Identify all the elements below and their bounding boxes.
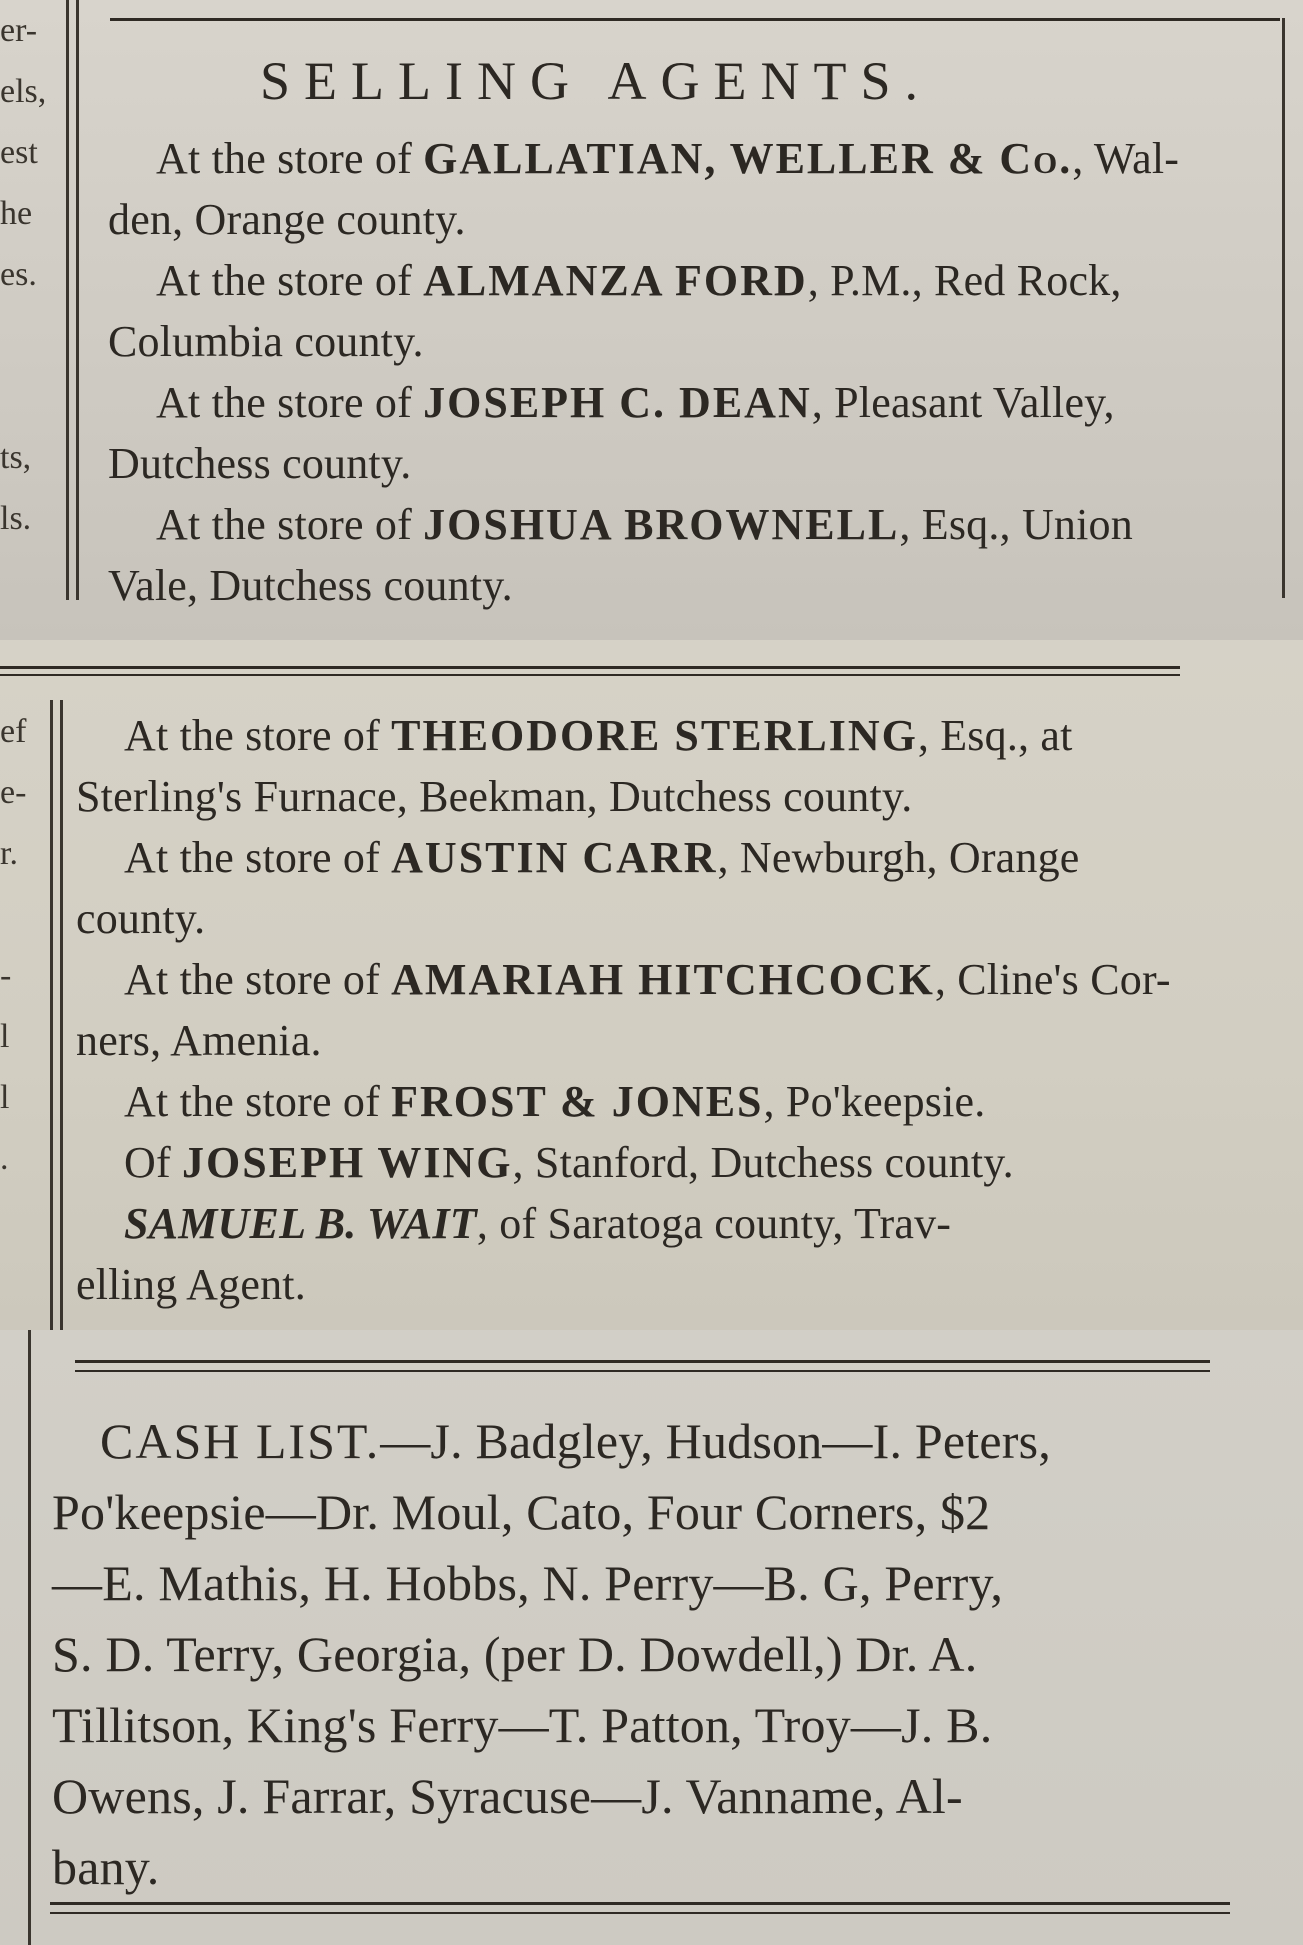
section-rule: [0, 666, 1180, 669]
column-rule: [66, 0, 69, 600]
margin-fragment: els,: [0, 73, 47, 110]
agent-entry-line: [76, 766, 1276, 827]
agent-entry-line: [76, 705, 1276, 766]
margin-fragment: es.: [0, 256, 37, 293]
selling-agents-heading: SELLING AGENTS.: [260, 51, 932, 111]
selling-agents-continued-panel: [0, 640, 1303, 1330]
agent-entry-line: [108, 128, 1278, 189]
agent-entry-line: [76, 888, 1276, 949]
agent-entry-line: [108, 311, 1278, 372]
section-rule: [75, 1370, 1210, 1372]
agent-text: Vale, Dutchess county.: [108, 561, 513, 610]
agent-entry-line: [76, 1132, 1276, 1193]
agent-entry-line: [76, 1071, 1276, 1132]
cash-list: [52, 1406, 1282, 1903]
cash-list-text: —J. Badgley, Hudson—I. Peters,: [380, 1413, 1051, 1469]
agent-text: , Cline's Cor-: [934, 955, 1171, 1004]
margin-fragment: er-: [0, 12, 38, 49]
agent-text: elling Agent.: [76, 1260, 306, 1309]
agent-text: Dutchess county.: [108, 439, 412, 488]
margin-fragment: est: [0, 134, 38, 171]
agent-entry-line: [108, 555, 1278, 616]
agent-entry-line: [108, 494, 1278, 555]
agent-text: , Wal-: [1072, 134, 1180, 183]
bottom-rule: [50, 1902, 1230, 1905]
cash-list-line: Owens, J. Farrar, Syracuse—J. Vanname, Al-: [52, 1768, 963, 1824]
agent-name: FROST & JONES: [391, 1077, 764, 1126]
agent-entry-line: [108, 189, 1278, 250]
agent-text: At the store of: [156, 256, 424, 305]
selling-agents-list-continued: [76, 705, 1276, 1315]
agent-text: , Po'keepsie.: [763, 1077, 986, 1126]
selling-agents-list: [108, 128, 1278, 616]
agent-text: At the store of: [124, 833, 392, 882]
agent-text: At the store of: [156, 500, 424, 549]
agent-name: SAMUEL B. WAIT: [124, 1199, 477, 1248]
agent-name: JOSEPH C. DEAN: [423, 378, 812, 427]
agent-name: AUSTIN CARR: [391, 833, 718, 882]
section-rule: [75, 1360, 1210, 1363]
agent-entry-line: [76, 1254, 1276, 1315]
margin-fragment: ef: [0, 713, 27, 750]
section-rule: [110, 18, 1280, 21]
column-rule: [1282, 18, 1285, 598]
agent-text: At the store of: [124, 711, 392, 760]
column-rule: [28, 1330, 31, 1945]
agent-text: At the store of: [124, 1077, 392, 1126]
agent-text: ners, Amenia.: [76, 1016, 322, 1065]
agent-text: , P.M., Red Rock,: [807, 256, 1122, 305]
agent-name: JOSHUA BROWNELL: [423, 500, 900, 549]
column-rule: [76, 0, 79, 600]
selling-agents-panel: [0, 0, 1303, 640]
column-rule: [50, 700, 53, 1330]
agent-text: , Esq., at: [917, 711, 1073, 760]
cash-list-line: bany.: [52, 1839, 160, 1895]
agent-text: , Newburgh, Orange: [717, 833, 1080, 882]
agent-text: , Esq., Union: [899, 500, 1133, 549]
cash-list-line: S. D. Terry, Georgia, (per D. Dowdell,) Dr. A.: [52, 1626, 978, 1682]
agent-name: JOSEPH WING: [182, 1138, 513, 1187]
agent-entry-line: [76, 827, 1276, 888]
margin-fragment: -: [0, 957, 12, 994]
cash-list-line: —E. Mathis, H. Hobbs, N. Perry—B. G, Perry,: [52, 1555, 1004, 1611]
agent-text: At the store of: [156, 378, 424, 427]
agent-entry-line: [76, 1010, 1276, 1071]
margin-fragment: he: [0, 195, 33, 232]
cash-list-line: Po'keepsie—Dr. Moul, Cato, Four Corners, $2: [52, 1484, 991, 1540]
cash-list-line: Tillitson, King's Ferry—T. Patton, Troy—J. B.: [52, 1697, 993, 1753]
margin-fragment: l: [0, 1018, 10, 1055]
agent-text: At the store of: [124, 955, 392, 1004]
margin-fragment: l: [0, 1079, 10, 1116]
agent-text: , of Saratoga county, Trav-: [476, 1199, 952, 1248]
section-rule: [0, 674, 1180, 676]
agent-name: AMARIAH HITCHCOCK: [391, 955, 935, 1004]
agent-text: Columbia county.: [108, 317, 424, 366]
column-rule: [60, 700, 63, 1330]
agent-text: county.: [76, 894, 206, 943]
agent-text: , Pleasant Valley,: [811, 378, 1115, 427]
cash-list-panel: [0, 1330, 1303, 1945]
agent-entry-line: [108, 250, 1278, 311]
bottom-rule: [50, 1912, 1230, 1914]
margin-fragment: .: [0, 1140, 9, 1177]
margin-fragment: e-: [0, 774, 27, 811]
agent-name: GALLATIAN, WELLER & Co.: [423, 134, 1073, 183]
agent-text: Sterling's Furnace, Beekman, Dutchess county.: [76, 772, 913, 821]
margin-fragment: r.: [0, 835, 18, 872]
agent-text: , Stanford, Dutchess county.: [512, 1138, 1014, 1187]
agent-entry-line: [76, 949, 1276, 1010]
margin-fragment: [0, 305, 60, 366]
agent-name: THEODORE STERLING: [391, 711, 918, 760]
margin-fragment: ts,: [0, 439, 32, 476]
agent-entry-line: [108, 433, 1278, 494]
margin-fragment: ls.: [0, 500, 32, 537]
cash-list-line: [52, 1406, 1282, 1477]
agent-text: Of: [124, 1138, 183, 1187]
agent-text: At the store of: [156, 134, 424, 183]
cash-list-lead: CASH LIST.: [100, 1413, 381, 1469]
margin-fragment: [0, 640, 60, 701]
left-margin-fragments: [0, 0, 60, 549]
agent-name: ALMANZA FORD: [423, 256, 808, 305]
margin-fragment: [0, 366, 60, 427]
agent-entry-line: [76, 1193, 1276, 1254]
agent-entry-line: [108, 372, 1278, 433]
agent-text: den, Orange county.: [108, 195, 466, 244]
